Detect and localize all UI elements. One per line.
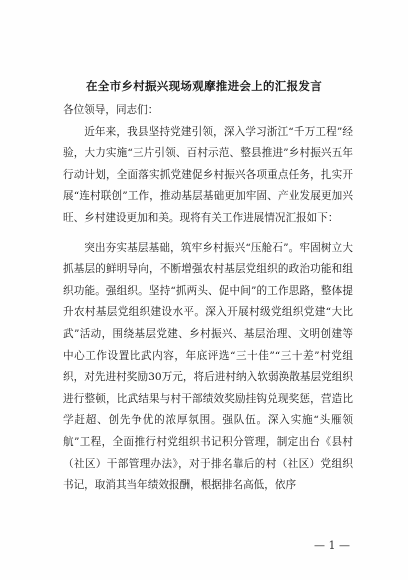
paragraph-intro: 近年来，我县坚持党建引领，深入学习浙江“千万工程”经验，大力实施“三片引领、百村示范、整县推进”乡村振兴五年行动计划，全面落实抓党建促乡村振兴各项重点任务，扎实开展“连村联创”工作，推动基层基础更加牢固、产业发展更加兴旺、乡村建设更加和美。现将有关工作进展情况汇报如下： [63, 125, 353, 224]
document-title: 在全市乡村振兴现场观摩推进会上的汇报发言 [86, 79, 322, 93]
document-body [63, 100, 353, 497]
page-number: — 1 — [314, 539, 350, 552]
salutation: 各位领导，同志们： [63, 104, 159, 116]
paragraph-gap [63, 230, 353, 238]
paragraph-section-1: 突出夯实基层基础，筑牢乡村振兴“压舱石”。牢固树立大抓基层的鲜明导向，不断增强农村基层党组织的政治功能和组织功能。强组织。坚持“抓两头、促中间”的工作思路，整体提升农村基层党组织建设水平。深入开展村级党组织党建“大比武”活动，围绕基层党建、乡村振兴、基层治理、文明创建等中心工作设置比武内容，年底评选“三十佳”“三十差”村党组织，对先进村奖励30万元，将后进村纳入软弱涣散基层党组织进行整顿，比武结果与村干部绩效奖励挂钩兑现奖惩，营造比学赶超、创先争优的浓厚氛围。强队伍。深入实施“头雁领航”工程，全面推行村党组织书记积分管理，制定出台《县村（社区）干部管理办法》，对于排名靠后的村（社区）党组织书记，取消其当年绩效报酬，根据排名高低，依序 [63, 241, 353, 492]
